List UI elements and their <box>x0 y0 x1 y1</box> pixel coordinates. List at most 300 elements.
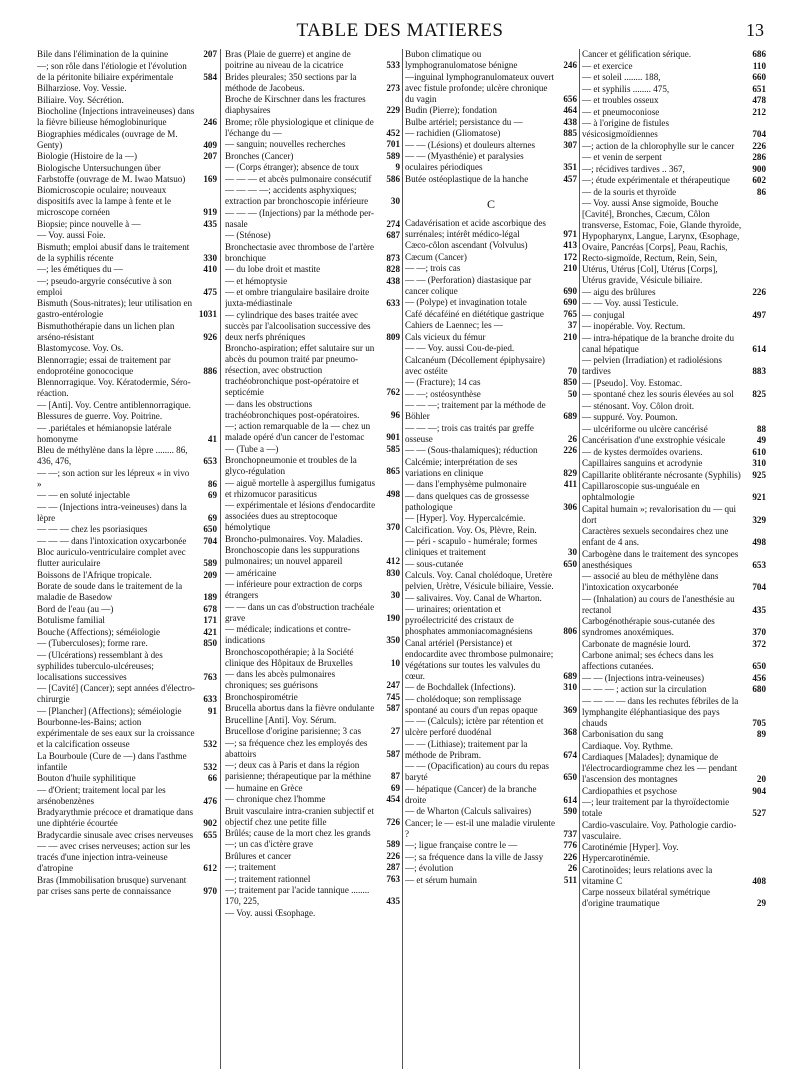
entry-page-number: 226 <box>386 850 400 861</box>
entry-page-number: 27 <box>390 726 400 736</box>
entry-page-number: 705 <box>752 717 766 728</box>
index-entry <box>582 355 766 377</box>
index-entry <box>225 874 400 885</box>
index-entry <box>225 117 400 139</box>
index-entry <box>405 536 577 558</box>
entry-text: — —; trois cas <box>405 263 461 273</box>
index-entry <box>225 185 400 207</box>
entry-text: — et syphilis ........ 475, <box>582 83 670 94</box>
entry-page-number: 189 <box>203 592 217 602</box>
entry-page-number: 650 <box>203 524 217 534</box>
index-entry <box>37 230 217 241</box>
index-entry <box>582 616 766 638</box>
index-entry <box>405 252 577 263</box>
index-entry <box>225 806 400 828</box>
entry-page-number: 926 <box>203 331 217 342</box>
index-entry <box>405 389 577 400</box>
index-entry <box>405 332 577 343</box>
entry-page-number: 30 <box>390 590 400 600</box>
entry-text: — conjugal <box>582 309 625 320</box>
page-title: TABLE DES MATIERES <box>296 20 504 41</box>
entry-text: Brucelline [Anti]. Voy. Sérum. <box>225 714 337 725</box>
entry-text: Cahiers de Laennec; les — <box>405 320 503 330</box>
index-entry <box>225 794 400 805</box>
entry-page-number: 806 <box>563 626 577 636</box>
index-entry <box>37 717 217 750</box>
entry-text: — Voy. aussi Œsophage. <box>225 907 316 918</box>
entry-text: —; traitement par l'acide tannique ........ 170, 225, <box>225 885 370 906</box>
entry-page-number: 307 <box>563 139 577 150</box>
entry-text: — humaine en Grèce <box>225 782 303 793</box>
entry-page-number: 689 <box>563 670 577 681</box>
entry-page-number: 650 <box>752 661 766 671</box>
entry-text: — hépatique (Cancer) de la branche droite <box>405 783 537 805</box>
index-entry <box>582 95 766 106</box>
index-entry <box>37 581 217 603</box>
entry-text: Bile dans l'élimination de la quinine <box>37 49 169 59</box>
index-entry <box>405 863 577 874</box>
index-entry <box>37 321 217 343</box>
index-entry <box>582 321 766 332</box>
entry-page-number: 828 <box>386 264 400 274</box>
entry-page-number: 919 <box>203 207 217 217</box>
index-entry <box>225 862 400 873</box>
entry-page-number: 457 <box>563 173 577 184</box>
column-divider <box>402 49 403 1069</box>
entry-text: — — Voy. aussi Cou-de-pied. <box>405 343 515 353</box>
entry-text: Bradycardie sinusale avec crises nerveuses <box>37 829 194 840</box>
entry-page-number: 650 <box>563 558 577 569</box>
entry-page-number: 726 <box>386 816 400 827</box>
entry-page-number: 226 <box>563 445 577 455</box>
index-entry <box>225 310 400 343</box>
entry-page-number: 435 <box>752 604 766 615</box>
entry-page-number: 287 <box>386 862 400 872</box>
index-entry <box>225 139 400 150</box>
entry-text: — — — chez les psoriasiques <box>37 524 148 534</box>
entry-text: Brucella abortus dans la fièvre ondulante <box>225 703 375 713</box>
entry-text: — Voy. aussi Anse sigmoïde, Bouche [Cavité], Bronches, Cæcum, Côlon transverse, Estomac, Foie, Glande thyroïde, Hypopharynx, Langue, Larynx, Œsophage, Ovaire, Pancréas [Corps], Peau, Rachis, Recto-sigmoïde, Rectum, Rein, Sein, Utérus, Utérus [Col], Utérus [Corps], Utérus gravide, Vésicule biliaire. <box>582 198 742 285</box>
entry-text: Calculs. Voy. Canal cholédoque, Uretère pelvien, Urètre, Vésicule biliaire, Vessie. <box>405 570 554 591</box>
index-entry <box>37 355 217 377</box>
entry-page-number: 475 <box>203 286 217 297</box>
entry-page-number: 411 <box>563 479 577 489</box>
index-entry <box>37 49 217 60</box>
entry-text: Cæcum (Cancer) <box>405 251 467 262</box>
index-entry <box>582 684 766 695</box>
entry-page-number: 850 <box>203 638 217 648</box>
entry-text: Biliaire. Voy. Sécrétion. <box>37 94 124 105</box>
entry-page-number: 532 <box>203 739 217 749</box>
index-entry <box>405 682 577 693</box>
column-divider <box>220 49 221 1069</box>
index-entry <box>225 276 400 287</box>
entry-text: Bourbonne-les-Bains; action expérimentale de ses eaux sur la croissance et la calcification osseuse <box>37 717 195 749</box>
entry-text: Biologische Untersuchungen über Farbstoffe (ouvrage de M. Iwao Matsuo) <box>37 162 186 184</box>
entry-text: Biocholine (Injections intraveineuses) dans la fièvre bilieuse hémoglobinurique <box>37 106 195 127</box>
index-entry <box>582 435 766 446</box>
index-entry <box>582 72 766 83</box>
entry-page-number: 86 <box>756 186 766 197</box>
entry-page-number: 37 <box>567 320 577 330</box>
entry-page-number: 686 <box>752 49 766 59</box>
index-entry <box>582 424 766 435</box>
entry-text: — dans les obstructions trachéobronchiques post-opératoires. <box>225 398 360 420</box>
index-entry <box>225 715 400 726</box>
index-entry <box>37 276 217 298</box>
entry-page-number: 886 <box>203 365 217 376</box>
entry-text: — [Hyper]. Voy. Hypercalcémie. <box>405 513 526 523</box>
entry-page-number: 498 <box>386 488 400 499</box>
entry-page-number: 26 <box>567 863 577 873</box>
entry-page-number: 350 <box>386 635 400 645</box>
index-entry <box>225 49 400 71</box>
entry-text: Bronchoscopie dans les suppurations pulmonaires; un nouvel appareil <box>225 545 360 566</box>
entry-text: — chronique chez l'homme <box>225 794 326 804</box>
index-entry <box>225 828 400 850</box>
entry-text: —; sa fréquence dans la ville de Jassy <box>405 851 544 862</box>
entry-page-number: 370 <box>386 522 400 532</box>
index-entry <box>37 615 217 626</box>
index-entry <box>582 673 766 684</box>
entry-page-number: 865 <box>386 466 400 476</box>
entry-text: Cardiaque. Voy. Rythme. <box>582 740 673 751</box>
index-entry <box>37 400 217 411</box>
entry-text: — péri - scapulo - humérale; formes cliniques et traitement <box>405 536 538 557</box>
entry-text: Bouton d'huile syphilitique <box>37 773 136 783</box>
index-entry <box>405 604 577 637</box>
index-entry <box>582 729 766 740</box>
entry-text: — urinaires; orientation et pyroélectricité des cristaux de phosphates ammoniacomagnésiens <box>405 604 533 636</box>
entry-page-number: 88 <box>756 423 766 434</box>
entry-text: Carotinoïdes; leurs relations avec la vitamine C <box>582 864 713 886</box>
entry-text: — de Wharton (Calculs salivaires) <box>405 806 532 816</box>
entry-text: — et soleil ........ 188, <box>582 72 661 82</box>
index-entry <box>582 198 766 286</box>
index-entry <box>37 773 217 784</box>
entry-page-number: 701 <box>386 139 400 149</box>
entry-text: — cholédoque; son remplissage spontané au cours d'un repas opaque <box>405 693 538 715</box>
entry-text: — intra-hépatique de la branche droite du canal hépatique <box>582 332 735 354</box>
index-entry <box>405 875 577 886</box>
entry-text: — dans l'emphysème pulmonaire <box>405 479 527 489</box>
entry-text: Cæco-côlon ascendant (Volvulus) <box>405 240 528 250</box>
index-entry <box>225 783 400 794</box>
entry-page-number: 306 <box>563 501 577 512</box>
entry-page-number: 970 <box>203 885 217 896</box>
entry-page-number: 329 <box>752 514 766 525</box>
entry-text: — à l'origine de fistules vésicosigmoïdiennes <box>582 118 669 139</box>
entry-text: Cancer; le — est-il une maladie virulente ? <box>405 817 555 839</box>
entry-text: —; ligue française contre le — <box>405 840 518 850</box>
entry-text: Bleu de méthylène dans la lèpre ........ 86, 436, 476, <box>37 445 188 466</box>
entry-page-number: 650 <box>563 772 577 782</box>
entry-text: Botulisme familial <box>37 615 105 625</box>
index-entry <box>37 151 217 162</box>
entry-text: Brûlures et cancer <box>225 850 292 861</box>
entry-text: — — (Calculs); ictère par rétention et ulcère perforé duodénal <box>405 716 544 737</box>
index-entry <box>582 118 766 140</box>
page-number: 13 <box>746 20 764 40</box>
entry-page-number: 50 <box>567 388 577 399</box>
entry-text: Bras (Plaie de guerre) et angine de poitrine au niveau de la cicatrice <box>225 49 351 70</box>
entry-page-number: 762 <box>386 387 400 397</box>
entry-text: — (Fracture); 14 cas <box>405 377 481 387</box>
index-entry <box>37 468 217 490</box>
index-entry <box>37 264 217 275</box>
entry-page-number: 674 <box>563 749 577 760</box>
entry-page-number: 209 <box>203 569 217 580</box>
entry-page-number: 10 <box>390 657 400 668</box>
entry-page-number: 498 <box>752 537 766 547</box>
index-entry <box>405 784 577 806</box>
index-entry <box>225 444 400 455</box>
index-entry <box>225 264 400 275</box>
index-entry <box>405 400 577 422</box>
entry-text: Brome; rôle physiologique et clinique de l'échange du — <box>225 116 374 138</box>
entry-page-number: 351 <box>563 162 577 172</box>
entry-page-number: 286 <box>752 152 766 162</box>
index-entry <box>225 692 400 703</box>
entry-text: Bulbe artériel; persistance du — <box>405 116 523 127</box>
index-entry <box>37 536 217 547</box>
entry-text: Blessures de guerre. Voy. Poitrine. <box>37 411 163 421</box>
index-entry <box>405 343 577 354</box>
index-entry <box>405 72 577 105</box>
index-entry <box>582 639 766 650</box>
index-entry <box>582 470 766 481</box>
entry-text: Calcémie; interprétation de ses variations en clinique <box>405 456 518 478</box>
entry-page-number: 368 <box>563 727 577 737</box>
entry-text: Capital humain »; revalorisation du — qui dort <box>582 503 737 525</box>
index-entry <box>405 445 577 456</box>
entry-text: Boissons de l'Afrique tropicale. <box>37 569 152 580</box>
entry-page-number: 904 <box>752 785 766 796</box>
entry-page-number: 464 <box>563 105 577 115</box>
entry-page-number: 412 <box>386 556 400 566</box>
index-entry <box>37 298 217 320</box>
index-entry <box>225 534 400 545</box>
entry-text: Carbonate de magnésie lourd. <box>582 638 691 649</box>
entry-page-number: 586 <box>386 173 400 184</box>
entry-text: — de Bochdallek (Infections). <box>405 682 516 692</box>
entry-page-number: 26 <box>567 433 577 444</box>
entry-page-number: 86 <box>207 478 217 489</box>
index-entry <box>582 287 766 298</box>
entry-page-number: 829 <box>563 467 577 478</box>
entry-page-number: 210 <box>563 331 577 342</box>
entry-page-number: 589 <box>386 839 400 849</box>
index-entry <box>582 842 766 864</box>
entry-page-number: 171 <box>203 615 217 625</box>
entry-text: — d'Orient; traitement local par les arsénobenzènes <box>37 784 166 806</box>
index-entry <box>405 263 577 274</box>
entry-page-number: 226 <box>563 851 577 862</box>
entry-text: — et venin de serpent <box>582 152 662 162</box>
index-entry <box>225 72 400 94</box>
index-entry <box>582 141 766 152</box>
entry-text: Bubon climatique ou lymphogranulomatose bénigne <box>405 49 518 70</box>
entry-text: —; étude expérimentale et thérapeutique <box>582 175 730 185</box>
entry-text: — ulcériforme ou ulcère cancérisé <box>582 423 708 434</box>
index-entry <box>37 604 217 615</box>
index-entry <box>37 242 217 264</box>
entry-page-number: 1031 <box>198 309 217 319</box>
index-entry <box>405 638 577 682</box>
entry-text: — — — ; action sur la circulation <box>582 684 707 694</box>
entry-page-number: 246 <box>203 117 217 127</box>
index-entry <box>582 820 766 842</box>
entry-text: Blennorragie; essai de traitement par endoprotéine gonococique <box>37 354 171 376</box>
entry-text: Carpe nosseux bilatéral symétrique d'origine traumatique <box>582 887 711 908</box>
entry-text: — expérimentale et lésions d'endocardite associées dues au streptocoque hémolytique <box>225 500 376 532</box>
entry-text: Biographies médicales (ouvrage de M. Genty) <box>37 128 178 150</box>
index-entry <box>225 703 400 714</box>
page-header <box>0 20 800 44</box>
index-entry <box>405 297 577 308</box>
entry-text: Cardio-vasculaire. Voy. Pathologie cardio-vasculaire. <box>582 819 737 841</box>
entry-page-number: 656 <box>563 93 577 104</box>
index-entry <box>225 343 400 398</box>
index-entry <box>225 602 400 624</box>
entry-page-number: 651 <box>752 83 766 94</box>
entry-text: —; évolution <box>405 863 454 873</box>
entry-text: Capillarite oblitérante nécrosante (Syphilis) <box>582 469 741 480</box>
index-entry <box>225 624 400 646</box>
entry-page-number: 763 <box>386 873 400 884</box>
index-entry <box>582 107 766 118</box>
entry-text: Cals vicieux du fémur <box>405 331 486 342</box>
entry-text: — médicale; indications et contre-indications <box>225 624 351 645</box>
entry-text: Carbogène dans le traitement des syncopes anesthésiques <box>582 548 739 570</box>
entry-page-number: 745 <box>386 691 400 702</box>
entry-text: — cylindrique des bases traitée avec succès par l'alcoolisation successive des deux nerfs phréniques <box>225 309 371 342</box>
index-entry <box>405 570 577 592</box>
entry-text: — (Tube a —) <box>225 443 279 454</box>
entry-page-number: 246 <box>563 60 577 70</box>
index-entry <box>37 785 217 807</box>
entry-page-number: 921 <box>752 492 766 502</box>
entry-page-number: 96 <box>390 409 400 420</box>
entry-text: — — dans un cas d'obstruction trachéale grave <box>225 601 375 623</box>
index-entry <box>37 502 217 524</box>
index-entry <box>405 105 577 116</box>
index-entry <box>225 287 400 309</box>
entry-text: Broncho-aspiration; effet salutaire sur un abcès du poumon traité par pneumo-résection, avec obstruction trachéobronchique post-opératoire et septicémie <box>225 343 375 397</box>
index-entry <box>582 187 766 198</box>
index-entry <box>37 570 217 581</box>
index-entry <box>405 309 577 320</box>
entry-text: — — en soluté injectable <box>37 490 130 500</box>
entry-page-number: 66 <box>207 773 217 783</box>
entry-text: —; deux cas à Paris et dans la région parisienne; thérapeutique par la méthine <box>225 760 371 781</box>
index-entry <box>582 447 766 458</box>
index-entry <box>405 140 577 151</box>
entry-text: — — (Sous-thalamiques); réduction <box>405 445 538 455</box>
index-entry <box>37 106 217 128</box>
entry-text: Bismuth (Sous-nitrates); leur utilisation en gastro-entérologie <box>37 298 193 319</box>
entry-text: — (Tuberculoses); forme rare. <box>37 638 148 648</box>
index-entry <box>37 61 217 83</box>
entry-text: —; sa fréquence chez les employés des abattoirs <box>225 737 368 759</box>
index-entry <box>37 807 217 829</box>
index-entry <box>225 669 400 691</box>
index-entry <box>405 320 577 331</box>
index-entry <box>225 174 400 185</box>
index-entry <box>405 151 577 173</box>
index-entry <box>582 84 766 95</box>
index-entry <box>582 504 766 526</box>
index-entry <box>37 751 217 773</box>
index-entry <box>582 481 766 503</box>
index-entry <box>405 716 577 738</box>
entry-text: — — (Lésions) et douleurs alternes <box>405 139 536 150</box>
entry-page-number: 435 <box>203 218 217 229</box>
entry-page-number: 29 <box>756 898 766 908</box>
entry-page-number: 310 <box>563 682 577 692</box>
entry-text: —; leur traitement par la thyroïdectomie totale <box>582 797 730 818</box>
index-entry <box>582 61 766 72</box>
entry-page-number: 69 <box>207 512 217 523</box>
index-entry <box>37 875 217 897</box>
entry-page-number: 687 <box>386 230 400 240</box>
entry-text: — et exercice <box>582 60 633 71</box>
index-entry <box>405 128 577 139</box>
entry-text: — Voy. aussi Foie. <box>37 230 106 240</box>
entry-text: — — Voy. aussi Testicule. <box>582 298 679 308</box>
index-entry <box>37 841 217 874</box>
entry-text: — spontané chez les souris élevées au sol <box>582 389 734 399</box>
index-entry <box>405 355 577 377</box>
index-entry <box>405 739 577 761</box>
index-entry <box>582 650 766 672</box>
index-entry <box>225 478 400 500</box>
index-entry <box>37 490 217 501</box>
index-entry <box>37 219 217 230</box>
index-entry <box>37 411 217 422</box>
index-entry <box>37 547 217 569</box>
entry-page-number: 210 <box>563 263 577 273</box>
entry-text: — — (Myasthénie) et paralysies oculaires périodiques <box>405 151 524 172</box>
index-entry <box>582 887 766 909</box>
entry-text: Bord de l'eau (au —) <box>37 603 114 614</box>
entry-text: Caractères sexuels secondaires chez une enfant de 4 ans. <box>582 526 729 547</box>
entry-page-number: 900 <box>752 163 766 174</box>
entry-text: — sténosant. Voy. Côlon droit. <box>582 400 694 411</box>
entry-text: Cardiaques [Malades]; dynamique de l'électrocardiogramme chez les — pendant l'ascension des montagnes <box>582 752 738 784</box>
entry-page-number: 89 <box>756 729 766 739</box>
entry-page-number: 660 <box>752 72 766 82</box>
entry-text: —inguinal lymphogranulomateux ouvert avec fistule profonde; ulcère chronique du vagin <box>405 71 555 104</box>
entry-page-number: 247 <box>386 680 400 690</box>
index-entry <box>225 230 400 241</box>
entry-page-number: 69 <box>390 782 400 793</box>
entry-text: Calcification. Voy. Os, Plèvre, Rein. <box>405 524 537 535</box>
entry-page-number: 438 <box>563 116 577 127</box>
entry-page-number: 633 <box>386 298 400 308</box>
entry-page-number: 737 <box>563 828 577 839</box>
index-entry <box>37 524 217 535</box>
entry-text: Biopsie; pince nouvelle à — <box>37 218 141 229</box>
entry-text: — —; ostéosynthèse <box>405 388 481 399</box>
index-entry <box>225 399 400 421</box>
entry-text: — — —; trois cas traités par greffe osseuse <box>405 422 534 444</box>
entry-text: Bouche (Affections); séméiologie <box>37 626 161 637</box>
index-entry <box>582 865 766 887</box>
entry-text: —; pseudo-argyrie consécutive à son emploi <box>37 275 172 297</box>
entry-text: — — (Injections intra-veineuses) <box>582 672 704 683</box>
index-entry <box>225 568 400 579</box>
